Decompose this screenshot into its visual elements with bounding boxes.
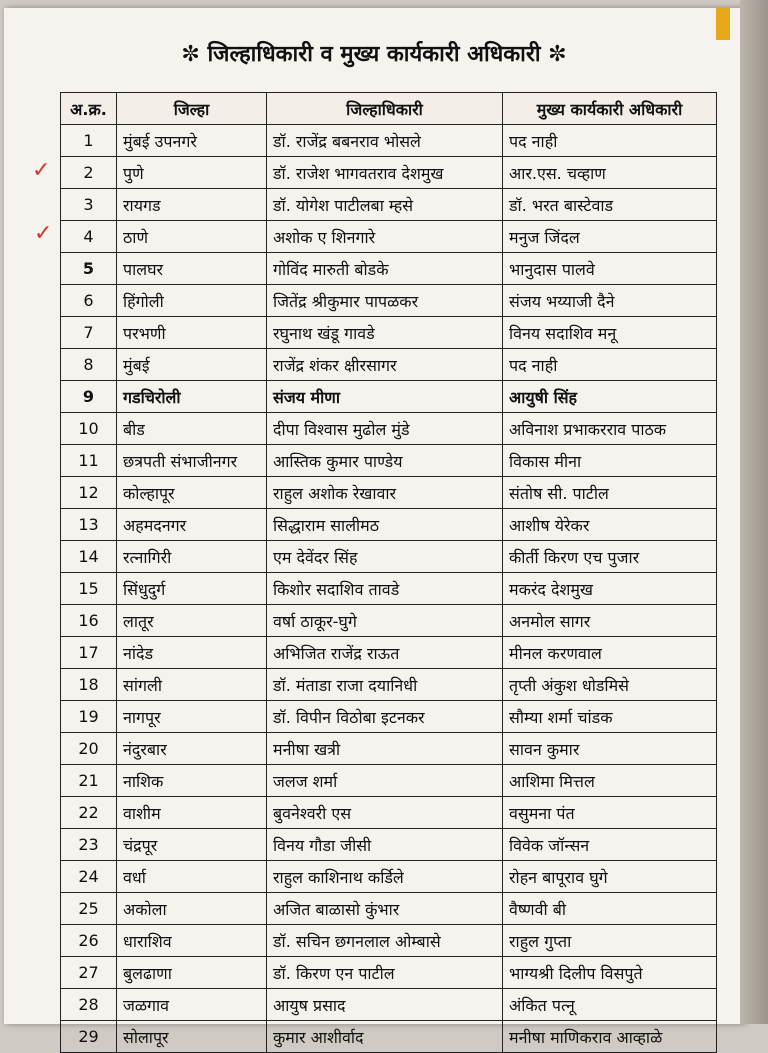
ceo-cell: रोहन बापूराव घुगे (503, 861, 717, 893)
table-row (61, 381, 717, 413)
table-row (61, 445, 717, 477)
district-cell: रायगड (117, 189, 267, 221)
district-cell: अकोला (117, 893, 267, 925)
district-cell: वर्धा (117, 861, 267, 893)
collector-cell: राहुल अशोक रेखावार (267, 477, 503, 509)
ceo-cell: आर.एस. चव्हाण (503, 157, 717, 189)
table-row (61, 605, 717, 637)
district-cell: धाराशिव (117, 925, 267, 957)
collector-cell: राहुल काशिनाथ कर्डिले (267, 861, 503, 893)
ceo-cell: वैष्णवी बी (503, 893, 717, 925)
ceo-cell: विवेक जॉन्सन (503, 829, 717, 861)
ceo-cell: आयुषी सिंह (503, 381, 717, 413)
table-row (61, 957, 717, 989)
collector-cell: बुवनेश्वरी एस (267, 797, 503, 829)
district-cell: कोल्हापूर (117, 477, 267, 509)
table-row (61, 125, 717, 157)
ceo-cell: अनमोल सागर (503, 605, 717, 637)
table-row (61, 989, 717, 1021)
serial-cell: 3 (61, 189, 117, 221)
collector-cell: जितेंद्र श्रीकुमार पापळकर (267, 285, 503, 317)
serial-cell: 1 (61, 125, 117, 157)
district-cell: नागपूर (117, 701, 267, 733)
table-row (61, 637, 717, 669)
table-row (61, 317, 717, 349)
ceo-cell: मीनल करणवाल (503, 637, 717, 669)
header-ceo: मुख्य कार्यकारी अधिकारी (503, 93, 717, 125)
table-row (61, 701, 717, 733)
serial-cell: 25 (61, 893, 117, 925)
district-cell: अहमदनगर (117, 509, 267, 541)
serial-cell: 27 (61, 957, 117, 989)
table-row (61, 189, 717, 221)
ceo-cell: मकरंद देशमुख (503, 573, 717, 605)
ceo-cell: मनीषा माणिकराव आव्हाळे (503, 1021, 717, 1053)
table-row (61, 509, 717, 541)
table-row (61, 765, 717, 797)
district-cell: पुणे (117, 157, 267, 189)
ceo-cell: कीर्ती किरण एच पुजार (503, 541, 717, 573)
table-row (61, 541, 717, 573)
handwritten-check-mark: ✓ (34, 221, 53, 246)
collector-cell: डॉ. किरण एन पाटील (267, 957, 503, 989)
collector-cell: दीपा विश्वास मुढोल मुंडे (267, 413, 503, 445)
table-header-row (61, 93, 717, 125)
collector-cell: डॉ. मंताडा राजा दयानिधी (267, 669, 503, 701)
book-page-edge (740, 0, 768, 1024)
district-cell: रत्नागिरी (117, 541, 267, 573)
ceo-cell: पद नाही (503, 349, 717, 381)
district-cell: नांदेड (117, 637, 267, 669)
collector-cell: आयुष प्रसाद (267, 989, 503, 1021)
serial-cell: 2 (61, 157, 117, 189)
ceo-cell: मनुज जिंदल (503, 221, 717, 253)
collector-cell: वर्षा ठाकूर-घुगे (267, 605, 503, 637)
serial-cell: 10 (61, 413, 117, 445)
district-cell: हिंगोली (117, 285, 267, 317)
table-row (61, 477, 717, 509)
table-row (61, 669, 717, 701)
collector-cell: किशोर सदाशिव तावडे (267, 573, 503, 605)
collector-cell: अशोक ए शिनगारे (267, 221, 503, 253)
district-cell: मुंबई उपनगरे (117, 125, 267, 157)
table-row (61, 829, 717, 861)
ceo-cell: विकास मीना (503, 445, 717, 477)
serial-cell: 7 (61, 317, 117, 349)
district-cell: सांगली (117, 669, 267, 701)
document-page (4, 8, 744, 1047)
serial-cell: 18 (61, 669, 117, 701)
serial-cell: 4 (61, 221, 117, 253)
collector-cell: गोविंद मारुती बोडके (267, 253, 503, 285)
ceo-cell: तृप्ती अंकुश धोडमिसे (503, 669, 717, 701)
collector-cell: अभिजित राजेंद्र राऊत (267, 637, 503, 669)
table-row (61, 733, 717, 765)
collector-cell: डॉ. विपीन विठोबा इटनकर (267, 701, 503, 733)
serial-cell: 17 (61, 637, 117, 669)
collector-cell: डॉ. राजेंद्र बबनराव भोसले (267, 125, 503, 157)
serial-cell: 20 (61, 733, 117, 765)
district-cell: वाशीम (117, 797, 267, 829)
ceo-cell: भानुदास पालवे (503, 253, 717, 285)
serial-cell: 11 (61, 445, 117, 477)
serial-cell: 23 (61, 829, 117, 861)
table-row (61, 413, 717, 445)
ceo-cell: सौम्या शर्मा चांडक (503, 701, 717, 733)
district-cell: परभणी (117, 317, 267, 349)
district-cell: मुंबई (117, 349, 267, 381)
ceo-cell: राहुल गुप्ता (503, 925, 717, 957)
serial-cell: 21 (61, 765, 117, 797)
collector-cell: एम देवेंदर सिंह (267, 541, 503, 573)
table-row (61, 893, 717, 925)
handwritten-check-mark: ✓ (32, 158, 51, 183)
ceo-cell: डॉ. भरत बास्टेवाड (503, 189, 717, 221)
district-cell: सोलापूर (117, 1021, 267, 1053)
ceo-cell: संजय भय्याजी दैने (503, 285, 717, 317)
district-cell: बुलढाणा (117, 957, 267, 989)
serial-cell: 13 (61, 509, 117, 541)
table-row (61, 285, 717, 317)
page-corner-tab (716, 8, 730, 40)
district-cell: जळगाव (117, 989, 267, 1021)
serial-cell: 19 (61, 701, 117, 733)
serial-cell: 14 (61, 541, 117, 573)
ceo-cell: वसुमना पंत (503, 797, 717, 829)
header-serial: अ.क्र. (61, 93, 117, 125)
table-row (61, 925, 717, 957)
serial-cell: 26 (61, 925, 117, 957)
ceo-cell: आशिमा मित्तल (503, 765, 717, 797)
collector-cell: सिद्धाराम सालीमठ (267, 509, 503, 541)
collector-cell: डॉ. राजेश भागवतराव देशमुख (267, 157, 503, 189)
collector-cell: कुमार आशीर्वाद (267, 1021, 503, 1053)
page-title: ✼ जिल्हाधिकारी व मुख्य कार्यकारी अधिकारी ✼ (181, 42, 567, 67)
table-row (61, 253, 717, 285)
ceo-cell: सावन कुमार (503, 733, 717, 765)
serial-cell: 28 (61, 989, 117, 1021)
ceo-cell: अविनाश प्रभाकरराव पाठक (503, 413, 717, 445)
serial-cell: 12 (61, 477, 117, 509)
district-cell: लातूर (117, 605, 267, 637)
header-district: जिल्हा (117, 93, 267, 125)
district-cell: नंदुरबार (117, 733, 267, 765)
table-row (61, 797, 717, 829)
collector-cell: अजित बाळासो कुंभार (267, 893, 503, 925)
collector-cell: राजेंद्र शंकर क्षीरसागर (267, 349, 503, 381)
table-row (61, 157, 717, 189)
ceo-cell: पद नाही (503, 125, 717, 157)
ceo-cell: संतोष सी. पाटील (503, 477, 717, 509)
table-row (61, 221, 717, 253)
ceo-cell: विनय सदाशिव मनू (503, 317, 717, 349)
district-cell: सिंधुदुर्ग (117, 573, 267, 605)
district-cell: नाशिक (117, 765, 267, 797)
table-row (61, 861, 717, 893)
serial-cell: 22 (61, 797, 117, 829)
serial-cell: 5 (61, 253, 117, 285)
table-row (61, 573, 717, 605)
serial-cell: 9 (61, 381, 117, 413)
table-row (61, 349, 717, 381)
collector-cell: डॉ. सचिन छगनलाल ओम्बासे (267, 925, 503, 957)
district-cell: बीड (117, 413, 267, 445)
serial-cell: 24 (61, 861, 117, 893)
district-cell: छत्रपती संभाजीनगर (117, 445, 267, 477)
ceo-cell: आशीष येरेकर (503, 509, 717, 541)
ceo-cell: अंकित पत्नू (503, 989, 717, 1021)
collector-cell: मनीषा खत्री (267, 733, 503, 765)
collector-cell: डॉ. योगेश पाटीलबा म्हसे (267, 189, 503, 221)
collector-cell: रघुनाथ खंडू गावडे (267, 317, 503, 349)
ceo-cell: भाग्यश्री दिलीप विसपुते (503, 957, 717, 989)
serial-cell: 29 (61, 1021, 117, 1053)
collector-cell: विनय गौडा जीसी (267, 829, 503, 861)
district-cell: चंद्रपूर (117, 829, 267, 861)
officers-table (60, 92, 717, 1053)
district-cell: पालघर (117, 253, 267, 285)
serial-cell: 8 (61, 349, 117, 381)
collector-cell: संजय मीणा (267, 381, 503, 413)
serial-cell: 15 (61, 573, 117, 605)
district-cell: गडचिरोली (117, 381, 267, 413)
district-cell: ठाणे (117, 221, 267, 253)
serial-cell: 6 (61, 285, 117, 317)
header-collector: जिल्हाधिकारी (267, 93, 503, 125)
table-row (61, 1021, 717, 1053)
serial-cell: 16 (61, 605, 117, 637)
collector-cell: आस्तिक कुमार पाण्डेय (267, 445, 503, 477)
collector-cell: जलज शर्मा (267, 765, 503, 797)
